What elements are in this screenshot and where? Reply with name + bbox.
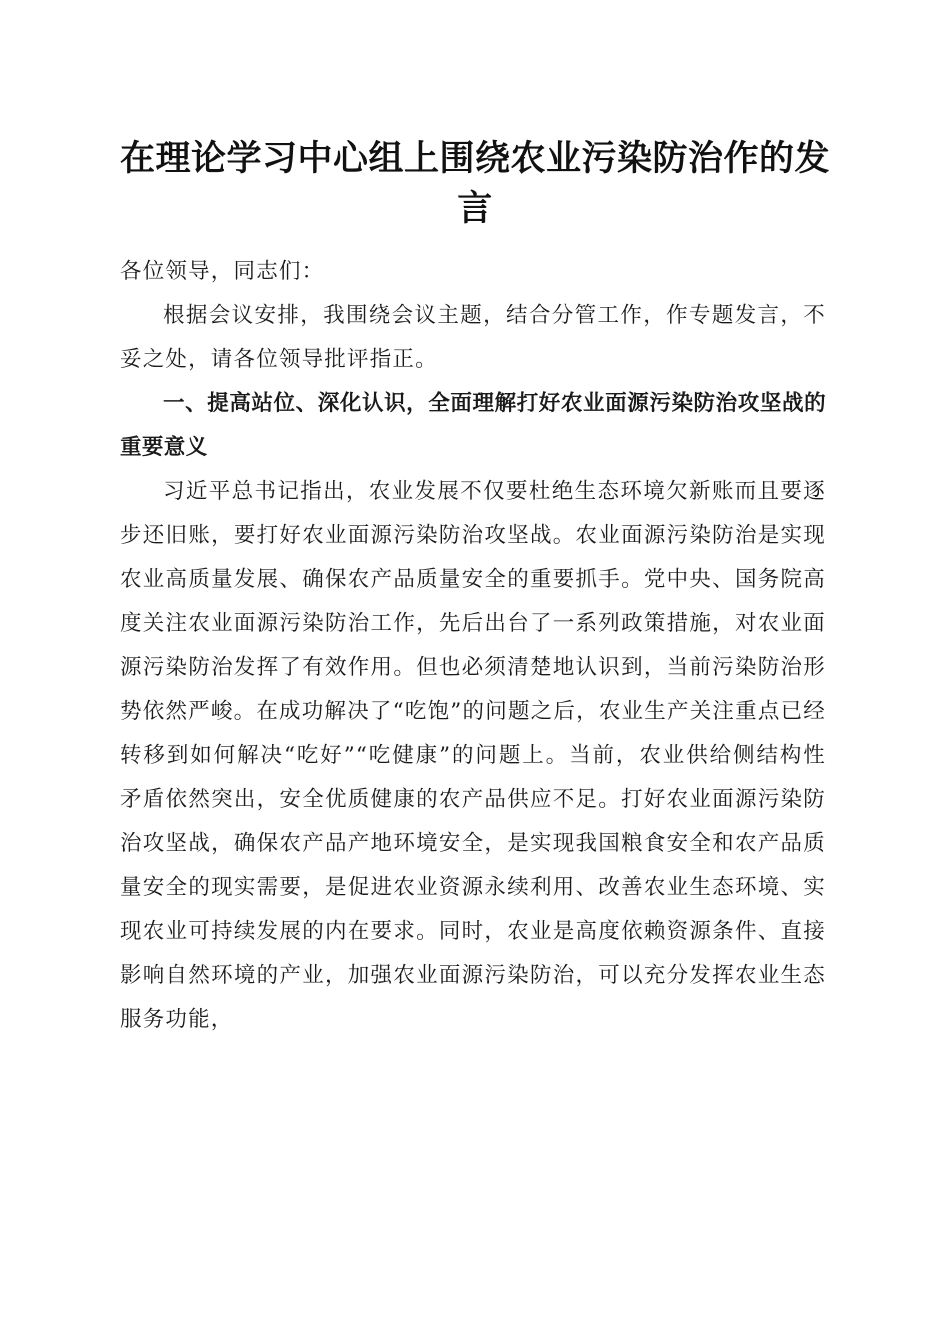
section-body-paragraph: 习近平总书记指出，农业发展不仅要杜绝生态环境欠新账而且要逐步还旧账，要打好农业面源污染防治攻坚战。农业面源污染防治是实现农业高质量发展、确保农产品质量安全的重要抓手。党中央、国务院高度关注农业面源污染防治工作，先后出台了一系列政策措施，对农业面源污染防治发挥了有效作用。但也必须清楚地认识到，当前污染防治形势依然严峻。在成功解决了“吃饱”的问题之后，农业生产关注重点已经转移到如何解决“吃好”“吃健康”的问题上。当前，农业供给侧结构性矛盾依然突出，安全优质健康的农产品供应不足。打好农业面源污染防治攻坚战，确保农产品产地环境安全，是实现我国粮食安全和农产品质量安全的现实需要，是促进农业资源永续利用、改善农业生态环境、实现农业可持续发展的内在要求。同时，农业是高度依赖资源条件、直接影响自然环境的产业，加强农业面源污染防治，可以充分发挥农业生态服务功能，	[120, 479, 826, 1032]
salutation: 各位领导，同志们：	[120, 259, 325, 284]
document-title: 在理论学习中心组上围绕农业污染防治作的发言	[119, 138, 830, 229]
document-body	[120, 250, 826, 1042]
section-heading: 一、提高站位、深化认识，全面理解打好农业面源污染防治攻坚战的重要意义	[120, 391, 826, 460]
intro-paragraph: 根据会议安排，我围绕会议主题，结合分管工作，作专题发言，不妥之处，请各位领导批评指正。	[120, 303, 826, 372]
